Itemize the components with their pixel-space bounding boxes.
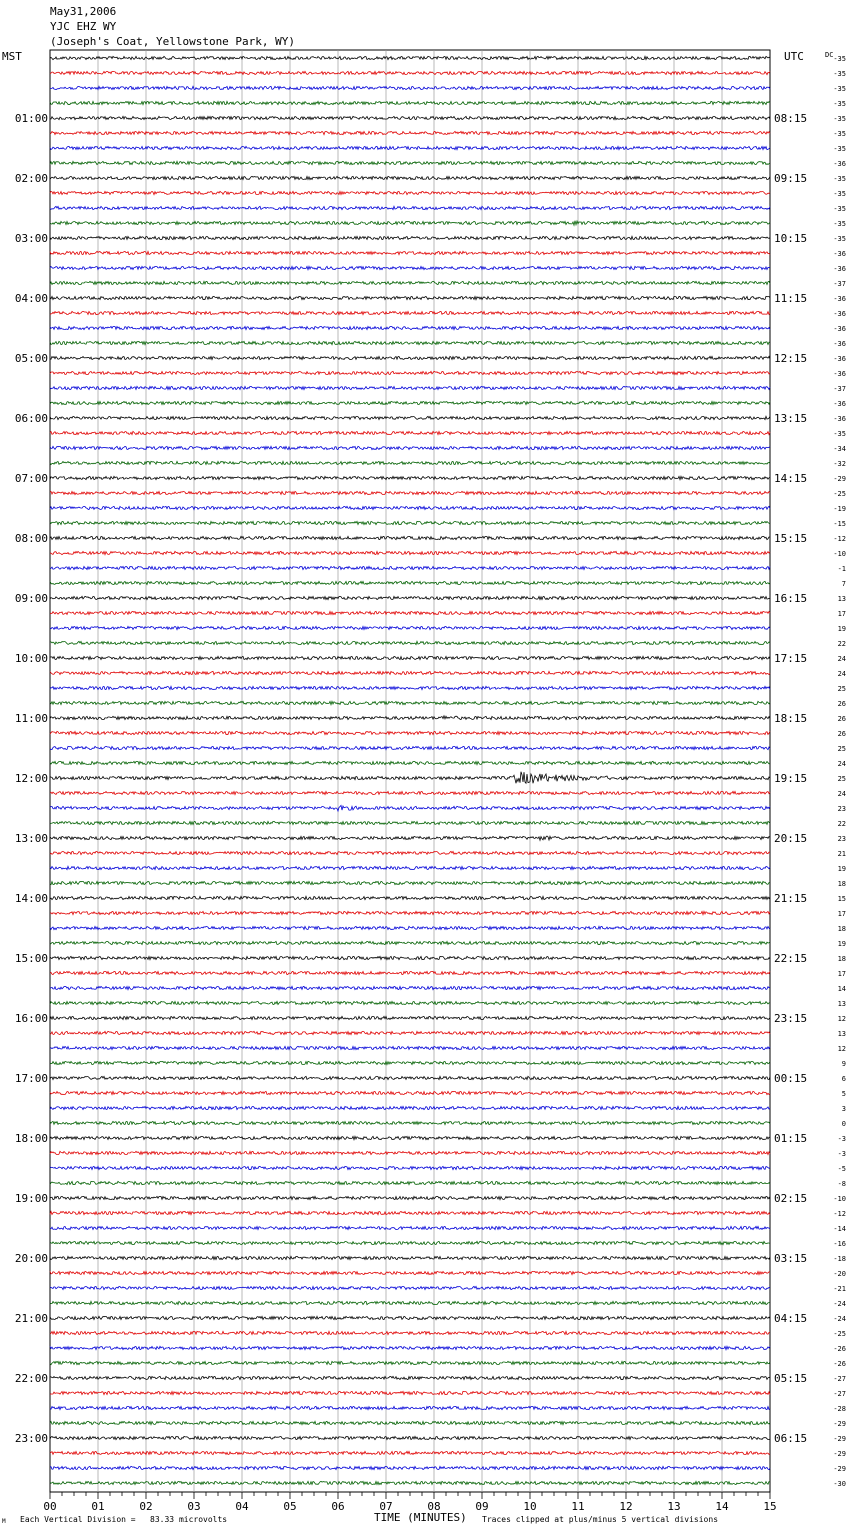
dc-offset-value: -29 <box>833 1450 846 1458</box>
dc-offset-value: -37 <box>833 385 846 393</box>
dc-offset-value: -35 <box>833 205 846 213</box>
seismic-trace <box>50 686 770 689</box>
seismic-trace <box>50 56 770 59</box>
dc-offset-value: -35 <box>833 70 846 78</box>
seismic-trace <box>50 341 770 344</box>
left-time-label: 15:00 <box>14 952 48 965</box>
seismic-trace <box>50 506 770 509</box>
dc-offset-value: -16 <box>833 1240 846 1248</box>
dc-offset-value: -26 <box>833 1360 846 1368</box>
left-time-label: 04:00 <box>14 292 48 305</box>
dc-offset-value: 19 <box>837 865 846 873</box>
seismic-trace <box>50 191 770 194</box>
right-time-label: 05:15 <box>774 1372 808 1385</box>
dc-offset-value: 17 <box>837 610 846 618</box>
seismic-trace <box>50 1436 770 1439</box>
x-tick-label: 10 <box>523 1500 537 1513</box>
seismic-trace <box>50 566 770 569</box>
seismic-trace <box>50 1286 770 1289</box>
seismic-trace <box>50 671 770 674</box>
dc-offset-value: 26 <box>837 715 846 723</box>
seismic-trace <box>50 716 770 720</box>
seismic-trace <box>50 746 770 749</box>
left-time-label: 12:00 <box>14 772 48 785</box>
dc-offset-value: 15 <box>837 895 846 903</box>
dc-offset-value: 25 <box>837 745 846 753</box>
seismic-trace <box>50 1166 770 1169</box>
dc-offset-value: -36 <box>833 340 846 348</box>
dc-offset-value: 24 <box>837 760 846 768</box>
seismic-trace <box>50 926 770 929</box>
dc-offset-value: -30 <box>833 1480 846 1488</box>
dc-offset-value: -35 <box>833 175 846 183</box>
seismic-trace <box>50 356 770 359</box>
dc-offset-value: 21 <box>837 850 846 858</box>
footer-scale: Each Vertical Division = 83.33 microvolts <box>20 1515 228 1524</box>
seismic-trace <box>50 1076 770 1079</box>
seismic-trace <box>50 805 770 811</box>
seismic-trace <box>50 221 770 226</box>
seismic-trace <box>50 461 770 464</box>
dc-offset-value: 0 <box>841 1120 846 1128</box>
right-time-label: 01:15 <box>774 1132 808 1145</box>
header-date: May31,2006 <box>50 5 117 18</box>
seismic-trace <box>50 701 770 704</box>
seismic-trace <box>50 1121 770 1124</box>
seismic-trace <box>50 86 770 89</box>
dc-offset-value: 14 <box>837 985 846 993</box>
right-time-label: 10:15 <box>774 232 808 245</box>
seismic-trace <box>50 1196 770 1199</box>
seismic-trace <box>50 611 770 614</box>
x-tick-label: 11 <box>571 1500 585 1513</box>
dc-offset-value: 24 <box>837 790 846 798</box>
dc-offset-value: -36 <box>833 415 846 423</box>
seismic-trace <box>50 146 770 149</box>
seismic-trace <box>50 896 770 899</box>
seismic-trace <box>50 431 770 434</box>
seismic-trace <box>50 296 770 299</box>
right-time-label: 09:15 <box>774 172 808 185</box>
dc-offset-value: -28 <box>833 1405 846 1413</box>
left-time-label: 05:00 <box>14 352 48 365</box>
dc-offset-value: -32 <box>833 460 846 468</box>
dc-offset-value: 12 <box>837 1045 846 1053</box>
seismic-trace <box>50 386 770 389</box>
dc-offset-value: -35 <box>833 55 846 63</box>
dc-offset-value: 24 <box>837 670 846 678</box>
seismic-trace <box>50 866 770 869</box>
seismic-trace <box>50 281 770 284</box>
right-time-label: 22:15 <box>774 952 808 965</box>
seismic-trace <box>50 1031 770 1034</box>
right-timezone-label: UTC <box>784 50 804 63</box>
seismic-trace <box>50 236 770 239</box>
x-tick-label: 06 <box>331 1500 345 1513</box>
right-time-label: 16:15 <box>774 592 808 605</box>
seismic-trace <box>50 371 770 374</box>
dc-offset-value: 25 <box>837 775 846 783</box>
x-tick-label: 09 <box>475 1500 489 1513</box>
seismic-trace <box>50 731 770 734</box>
dc-offset-value: -35 <box>833 85 846 93</box>
seismic-trace <box>50 521 770 524</box>
left-time-label: 13:00 <box>14 832 48 845</box>
right-time-label: 13:15 <box>774 412 808 425</box>
dc-offset-value: -27 <box>833 1390 846 1398</box>
x-tick-label: 01 <box>91 1500 105 1513</box>
seismic-trace <box>50 551 770 554</box>
dc-offset-value: -36 <box>833 295 846 303</box>
right-time-label: 20:15 <box>774 832 808 845</box>
dc-offset-value: 23 <box>837 805 846 813</box>
seismic-trace <box>50 1211 770 1214</box>
dc-offset-value: 17 <box>837 970 846 978</box>
dc-offset-value: 18 <box>837 880 846 888</box>
right-time-label: 11:15 <box>774 292 808 305</box>
seismic-trace <box>50 401 770 404</box>
dc-offset-value: 18 <box>837 955 846 963</box>
seismic-trace <box>50 476 770 479</box>
right-time-label: 14:15 <box>774 472 808 485</box>
dc-offset-value: 24 <box>837 655 846 663</box>
seismic-trace <box>50 956 770 959</box>
right-time-label: 02:15 <box>774 1192 808 1205</box>
left-time-label: 02:00 <box>14 172 48 185</box>
dc-offset-value: -10 <box>833 1195 846 1203</box>
seismic-trace <box>50 1391 770 1394</box>
seismic-trace <box>50 311 770 314</box>
header-location: (Joseph's Coat, Yellowstone Park, WY) <box>50 35 296 48</box>
dc-offset-value: -35 <box>833 130 846 138</box>
left-time-label: 17:00 <box>14 1072 48 1085</box>
seismic-trace <box>50 971 770 974</box>
dc-offset-value: 3 <box>841 1105 846 1113</box>
dc-offset-value: -36 <box>833 250 846 258</box>
dc-offset-value: -10 <box>833 550 846 558</box>
left-time-label: 08:00 <box>14 532 48 545</box>
seismic-trace <box>50 1106 770 1109</box>
seismic-trace <box>50 101 770 104</box>
dc-offset-value: 26 <box>837 700 846 708</box>
dc-offset-value: 26 <box>837 730 846 738</box>
right-time-label: 19:15 <box>774 772 808 785</box>
dc-offset-value: 25 <box>837 685 846 693</box>
dc-offset-value: -35 <box>833 220 846 228</box>
seismic-trace <box>50 266 770 269</box>
dc-offset-value: -8 <box>837 1180 846 1188</box>
seismic-trace <box>50 821 770 824</box>
left-time-label: 18:00 <box>14 1132 48 1145</box>
dc-offset-value: -34 <box>833 445 846 453</box>
dc-offset-label: DC <box>825 51 834 59</box>
dc-offset-value: -24 <box>833 1315 846 1323</box>
seismic-trace <box>50 131 770 134</box>
dc-offset-value: 22 <box>837 820 846 828</box>
dc-offset-value: -27 <box>833 1375 846 1383</box>
x-tick-label: 14 <box>715 1500 729 1513</box>
seismic-trace <box>50 581 770 584</box>
seismic-trace <box>50 161 770 164</box>
dc-offset-value: 13 <box>837 595 846 603</box>
footer-clip: Traces clipped at plus/minus 5 vertical divisions <box>482 1515 719 1524</box>
dc-offset-value: -12 <box>833 1210 846 1218</box>
plot-frame <box>50 50 770 1492</box>
dc-offset-value: -36 <box>833 265 846 273</box>
dc-offset-value: -36 <box>833 400 846 408</box>
right-time-label: 06:15 <box>774 1432 808 1445</box>
dc-offset-value: -35 <box>833 235 846 243</box>
seismic-trace <box>50 656 770 659</box>
dc-offset-value: -36 <box>833 310 846 318</box>
left-time-label: 22:00 <box>14 1372 48 1385</box>
dc-offset-value: -26 <box>833 1345 846 1353</box>
dc-offset-value: -3 <box>837 1150 846 1158</box>
x-tick-label: 07 <box>379 1500 393 1513</box>
dc-offset-value: -29 <box>833 1435 846 1443</box>
seismic-trace <box>50 1091 770 1094</box>
seismic-trace <box>50 446 770 449</box>
dc-offset-value: -19 <box>833 505 846 513</box>
seismic-trace <box>50 1136 770 1139</box>
right-time-label: 12:15 <box>774 352 808 365</box>
seismic-trace <box>50 1256 770 1259</box>
x-tick-label: 15 <box>763 1500 777 1513</box>
footer-mark: M <box>2 1518 6 1525</box>
x-tick-label: 02 <box>139 1500 153 1513</box>
seismic-trace <box>50 1181 770 1184</box>
seismic-trace <box>50 251 770 254</box>
seismic-trace <box>50 1271 770 1274</box>
dc-offset-value: -35 <box>833 190 846 198</box>
right-time-label: 03:15 <box>774 1252 808 1265</box>
seismic-trace <box>50 1406 770 1409</box>
dc-offset-value: -25 <box>833 1330 846 1338</box>
dc-offset-value: 19 <box>837 625 846 633</box>
left-time-label: 23:00 <box>14 1432 48 1445</box>
dc-offset-value: -1 <box>837 565 846 573</box>
header-station: YJC EHZ WY <box>50 20 117 33</box>
x-tick-label: 03 <box>187 1500 201 1513</box>
dc-offset-value: -29 <box>833 1420 846 1428</box>
seismic-trace <box>50 1451 770 1454</box>
dc-offset-value: -12 <box>833 535 846 543</box>
dc-offset-value: -5 <box>837 1165 846 1173</box>
seismic-trace <box>50 851 770 854</box>
seismic-trace <box>50 1301 770 1304</box>
dc-offset-value: 6 <box>841 1075 846 1083</box>
left-time-label: 20:00 <box>14 1252 48 1265</box>
left-time-label: 01:00 <box>14 112 48 125</box>
left-time-label: 07:00 <box>14 472 48 485</box>
left-time-label: 11:00 <box>14 712 48 725</box>
left-time-label: 09:00 <box>14 592 48 605</box>
dc-offset-value: 17 <box>837 910 846 918</box>
dc-offset-value: 19 <box>837 940 846 948</box>
dc-offset-value: -35 <box>833 115 846 123</box>
seismic-trace <box>50 1481 770 1484</box>
x-tick-label: 08 <box>427 1500 441 1513</box>
seismic-trace <box>50 206 770 209</box>
left-time-label: 21:00 <box>14 1312 48 1325</box>
seismic-trace <box>50 1331 770 1334</box>
left-time-label: 10:00 <box>14 652 48 665</box>
seismic-trace <box>50 791 770 794</box>
dc-offset-value: 13 <box>837 1000 846 1008</box>
x-tick-label: 05 <box>283 1500 297 1513</box>
x-tick-label: 12 <box>619 1500 633 1513</box>
dc-offset-value: -35 <box>833 430 846 438</box>
seismic-trace <box>50 911 770 914</box>
right-time-label: 21:15 <box>774 892 808 905</box>
right-time-label: 17:15 <box>774 652 808 665</box>
x-axis-title: TIME (MINUTES) <box>374 1511 467 1524</box>
seismic-trace <box>50 176 770 179</box>
dc-offset-value: -14 <box>833 1225 846 1233</box>
seismic-trace <box>50 491 770 494</box>
dc-offset-value: -20 <box>833 1270 846 1278</box>
dc-offset-value: -37 <box>833 280 846 288</box>
seismic-trace <box>50 1016 770 1019</box>
seismic-trace <box>50 596 770 599</box>
right-time-label: 00:15 <box>774 1072 808 1085</box>
right-time-label: 04:15 <box>774 1312 808 1325</box>
seismic-trace <box>50 326 770 329</box>
seismic-trace <box>50 71 770 74</box>
seismic-trace <box>50 1346 770 1349</box>
seismic-trace <box>50 1151 770 1154</box>
seismic-trace <box>50 772 770 784</box>
seismic-trace <box>50 1421 770 1424</box>
seismic-trace <box>50 836 770 840</box>
right-time-label: 08:15 <box>774 112 808 125</box>
seismic-trace <box>50 1046 770 1049</box>
x-tick-label: 13 <box>667 1500 681 1513</box>
right-time-label: 15:15 <box>774 532 808 545</box>
dc-offset-value: -21 <box>833 1285 846 1293</box>
dc-offset-value: 22 <box>837 640 846 648</box>
seismic-trace <box>50 941 770 944</box>
seismic-trace <box>50 986 770 989</box>
x-tick-label: 04 <box>235 1500 249 1513</box>
dc-offset-value: -36 <box>833 370 846 378</box>
left-time-label: 14:00 <box>14 892 48 905</box>
left-time-label: 06:00 <box>14 412 48 425</box>
left-time-label: 03:00 <box>14 232 48 245</box>
seismic-trace <box>50 1376 770 1379</box>
seismic-trace <box>50 1061 770 1064</box>
seismic-trace <box>50 1361 770 1364</box>
dc-offset-value: 9 <box>841 1060 846 1068</box>
seismic-trace <box>50 626 770 629</box>
dc-offset-value: -15 <box>833 520 846 528</box>
left-time-label: 16:00 <box>14 1012 48 1025</box>
dc-offset-value: -35 <box>833 100 846 108</box>
seismic-trace <box>50 1241 770 1244</box>
dc-offset-value: 23 <box>837 835 846 843</box>
dc-offset-value: -36 <box>833 355 846 363</box>
seismic-trace <box>50 1466 770 1469</box>
dc-offset-value: -24 <box>833 1300 846 1308</box>
left-time-label: 19:00 <box>14 1192 48 1205</box>
seismic-trace <box>50 416 770 419</box>
dc-offset-value: -36 <box>833 325 846 333</box>
seismic-trace <box>50 116 770 119</box>
seismic-trace <box>50 1226 770 1229</box>
seismic-trace <box>50 641 770 644</box>
dc-offset-value: 5 <box>841 1090 846 1098</box>
dc-offset-value: -29 <box>833 1465 846 1473</box>
seismic-trace <box>50 761 770 764</box>
seismic-trace <box>50 881 770 884</box>
dc-offset-value: -3 <box>837 1135 846 1143</box>
seismic-trace <box>50 1001 770 1004</box>
x-tick-label: 00 <box>43 1500 57 1513</box>
dc-offset-value: 18 <box>837 925 846 933</box>
dc-offset-value: -29 <box>833 475 846 483</box>
right-time-label: 18:15 <box>774 712 808 725</box>
seismic-trace <box>50 536 770 539</box>
dc-offset-value: -35 <box>833 145 846 153</box>
right-time-label: 23:15 <box>774 1012 808 1025</box>
seismic-trace <box>50 1316 770 1319</box>
dc-offset-value: -25 <box>833 490 846 498</box>
left-timezone-label: MST <box>2 50 22 63</box>
dc-offset-value: 12 <box>837 1015 846 1023</box>
dc-offset-value: 7 <box>841 580 846 588</box>
dc-offset-value: -18 <box>833 1255 846 1263</box>
dc-offset-value: -36 <box>833 160 846 168</box>
dc-offset-value: 13 <box>837 1030 846 1038</box>
